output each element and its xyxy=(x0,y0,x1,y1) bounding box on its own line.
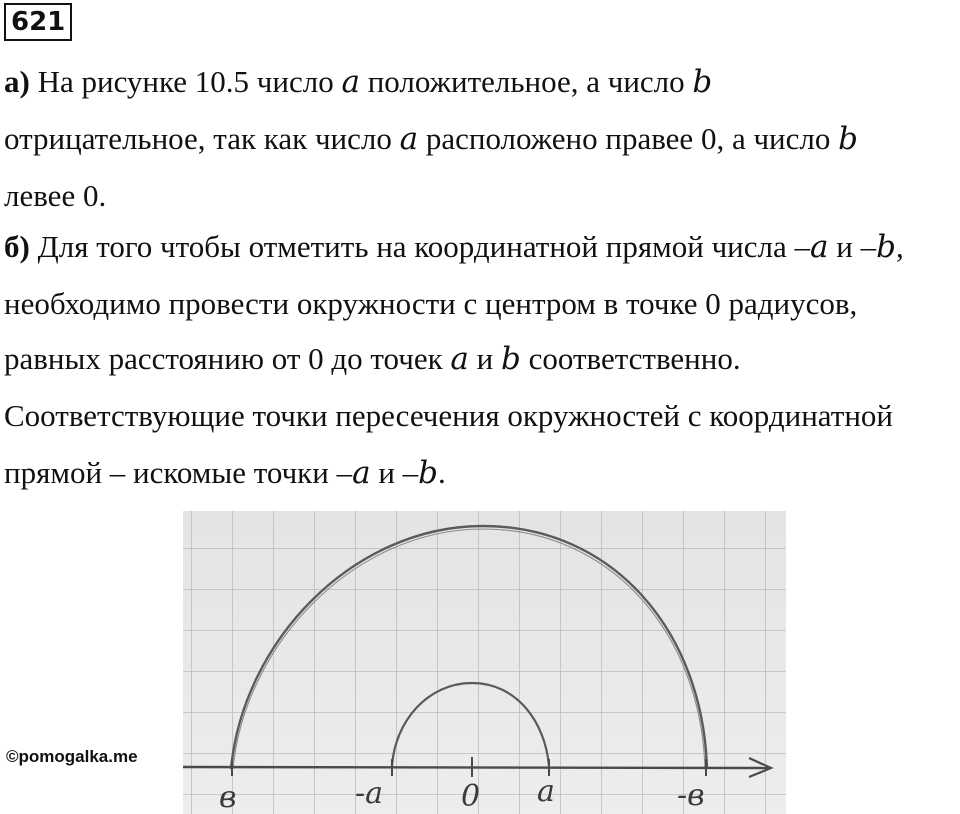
text-segment: отрицательное, так как число xyxy=(4,121,400,156)
watermark: ©pomogalka.me xyxy=(6,747,138,766)
text-segment: левее 0. xyxy=(4,178,107,213)
coordinate-line-figure xyxy=(183,511,786,814)
variable-a: a xyxy=(352,455,371,491)
part-a-label: а) xyxy=(4,64,30,99)
part-a-line-2 xyxy=(4,119,858,159)
text-segment: и xyxy=(468,341,501,376)
text-segment: и – xyxy=(370,455,419,490)
label-neg-b: -в xyxy=(677,778,705,813)
variable-b: b xyxy=(838,121,858,157)
variable-a: a xyxy=(450,341,469,377)
text-segment: , xyxy=(895,229,904,264)
text-segment: и – xyxy=(828,229,877,264)
label-zero: 0 xyxy=(461,779,481,814)
text-segment: На рисунке 10.5 число xyxy=(37,64,342,99)
label-a: a xyxy=(537,774,555,809)
text-segment: прямой – искомые точки – xyxy=(4,455,353,490)
text-segment: расположено правее 0, а число xyxy=(418,121,839,156)
figure-svg xyxy=(183,511,786,814)
part-b-line-1 xyxy=(4,227,904,267)
variable-a: a xyxy=(399,121,419,157)
text-segment: равных расстоянию от 0 до точек xyxy=(4,341,451,376)
text-segment: Для того чтобы отметить на координатной прямой числа – xyxy=(29,229,810,264)
text-segment: Соответствующие точки пересечения окружностей с координатной xyxy=(4,398,893,433)
variable-b: b xyxy=(418,455,439,491)
label-neg-a: -a xyxy=(355,776,384,811)
variable-b: b xyxy=(500,341,521,377)
variable-b: b xyxy=(876,229,896,265)
variable-a: a xyxy=(810,229,829,265)
text-segment: соответственно. xyxy=(520,341,741,376)
part-a-line-3 xyxy=(4,176,106,216)
part-b-line-4 xyxy=(4,396,893,436)
text-segment: необходимо провести окружности с центром в точке 0 радиусов, xyxy=(4,286,858,321)
part-b-line-5 xyxy=(4,453,446,493)
text-segment: . xyxy=(438,455,446,490)
variable-b: b xyxy=(692,64,713,100)
part-a-line-1 xyxy=(4,62,712,102)
part-b-line-3 xyxy=(4,339,741,379)
text-segment: положительное, а число xyxy=(359,64,693,99)
part-b-label: б) xyxy=(4,229,30,264)
task-number: 621 xyxy=(4,3,72,41)
coordinate-axis xyxy=(183,767,768,768)
part-b-line-2 xyxy=(4,284,857,324)
variable-a: a xyxy=(341,64,360,100)
label-b: в xyxy=(219,780,237,814)
